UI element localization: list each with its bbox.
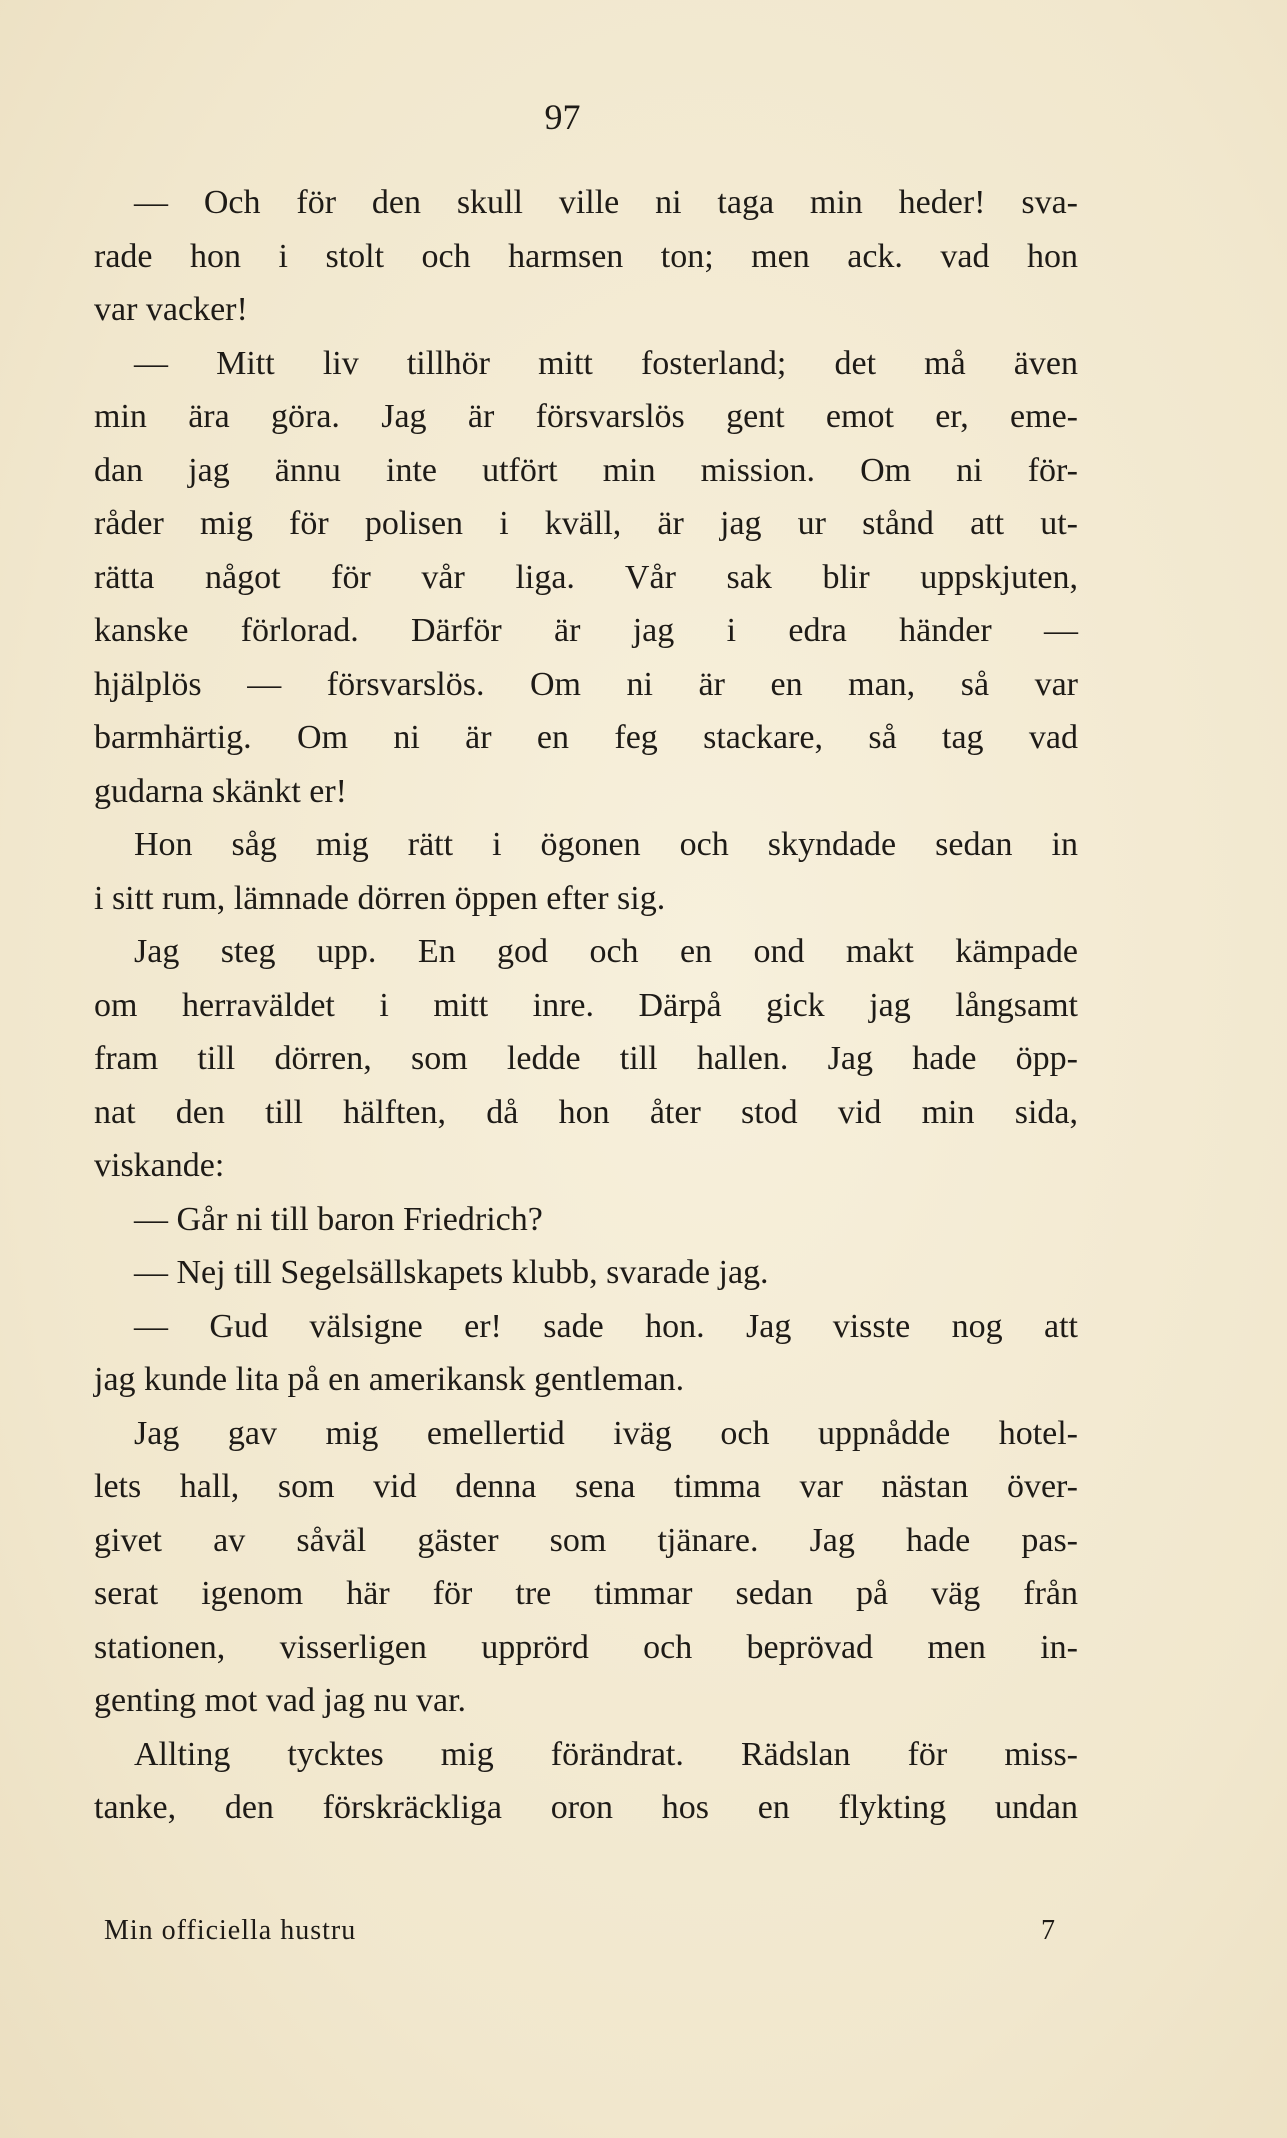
text-line: — Gud välsigne er! sade hon. Jag visste nog att bbox=[134, 1307, 1078, 1345]
text-line: jag kunde lita på en amerikansk gentleman. bbox=[94, 1361, 685, 1398]
text-line: fram till dörren, som ledde till hallen. Jag hade öpp- bbox=[94, 1040, 1078, 1077]
text-line: Jag steg upp. En god och en ond makt kämpade bbox=[134, 933, 1078, 970]
text-line: råder mig för polisen i kväll, är jag ur stånd att ut- bbox=[94, 505, 1078, 542]
text-line: rade hon i stolt och harmsen ton; men ack. vad hon bbox=[94, 237, 1078, 275]
text-line: viskande: bbox=[94, 1147, 225, 1184]
text-line: serat igenom här för tre timmar sedan på väg från bbox=[94, 1575, 1078, 1612]
text-line: kanske förlorad. Därför är jag i edra händer — bbox=[94, 612, 1078, 649]
signature-mark: 7 bbox=[1041, 1915, 1056, 1946]
text-line: tanke, den förskräckliga oron hos en flykting undan bbox=[94, 1789, 1078, 1826]
text-line: gudarna skänkt er! bbox=[94, 772, 348, 810]
text-line: — Mitt liv tillhör mitt fosterland; det må även bbox=[134, 344, 1078, 382]
body-text bbox=[94, 176, 1078, 1835]
text-line: Allting tycktes mig förändrat. Rädslan för miss- bbox=[134, 1735, 1078, 1773]
text-line: givet av såväl gäster som tjänare. Jag hade pas- bbox=[94, 1521, 1078, 1559]
text-line: barmhärtig. Om ni är en feg stackare, så tag vad bbox=[94, 719, 1078, 756]
text-line: Jag gav mig emellertid iväg och uppnådde hotel- bbox=[134, 1414, 1078, 1452]
text-line: lets hall, som vid denna sena timma var nästan över- bbox=[94, 1468, 1078, 1505]
text-line: var vacker! bbox=[94, 291, 248, 328]
page-footer bbox=[104, 1915, 1056, 1947]
text-line: — Och för den skull ville ni taga min heder! sva- bbox=[134, 184, 1078, 221]
text-line: — Går ni till baron Friedrich? bbox=[134, 1200, 543, 1238]
running-title: Min officiella hustru bbox=[104, 1915, 357, 1946]
text-line: min ära göra. Jag är försvarslös gent emot er, eme- bbox=[94, 398, 1078, 435]
text-line: stationen, visserligen upprörd och beprövad men in- bbox=[94, 1628, 1078, 1666]
text-line: dan jag ännu inte utfört min mission. Om ni för- bbox=[94, 451, 1078, 489]
page-number: 97 bbox=[544, 97, 581, 137]
text-line: hjälplös — försvarslös. Om ni är en man, så var bbox=[94, 665, 1078, 703]
text-line: nat den till hälften, då hon åter stod vid min sida, bbox=[94, 1093, 1078, 1131]
text-line: genting mot vad jag nu var. bbox=[94, 1682, 467, 1719]
text-line: Hon såg mig rätt i ögonen och skyndade sedan in bbox=[134, 826, 1078, 863]
text-line: rätta något för vår liga. Vår sak blir uppskjuten, bbox=[94, 558, 1078, 596]
text-line: — Nej till Segelsällskapets klubb, svarade jag. bbox=[134, 1254, 769, 1291]
text-line: om herraväldet i mitt inre. Därpå gick jag långsamt bbox=[94, 986, 1078, 1024]
text-line: i sitt rum, lämnade dörren öppen efter sig. bbox=[94, 879, 666, 917]
